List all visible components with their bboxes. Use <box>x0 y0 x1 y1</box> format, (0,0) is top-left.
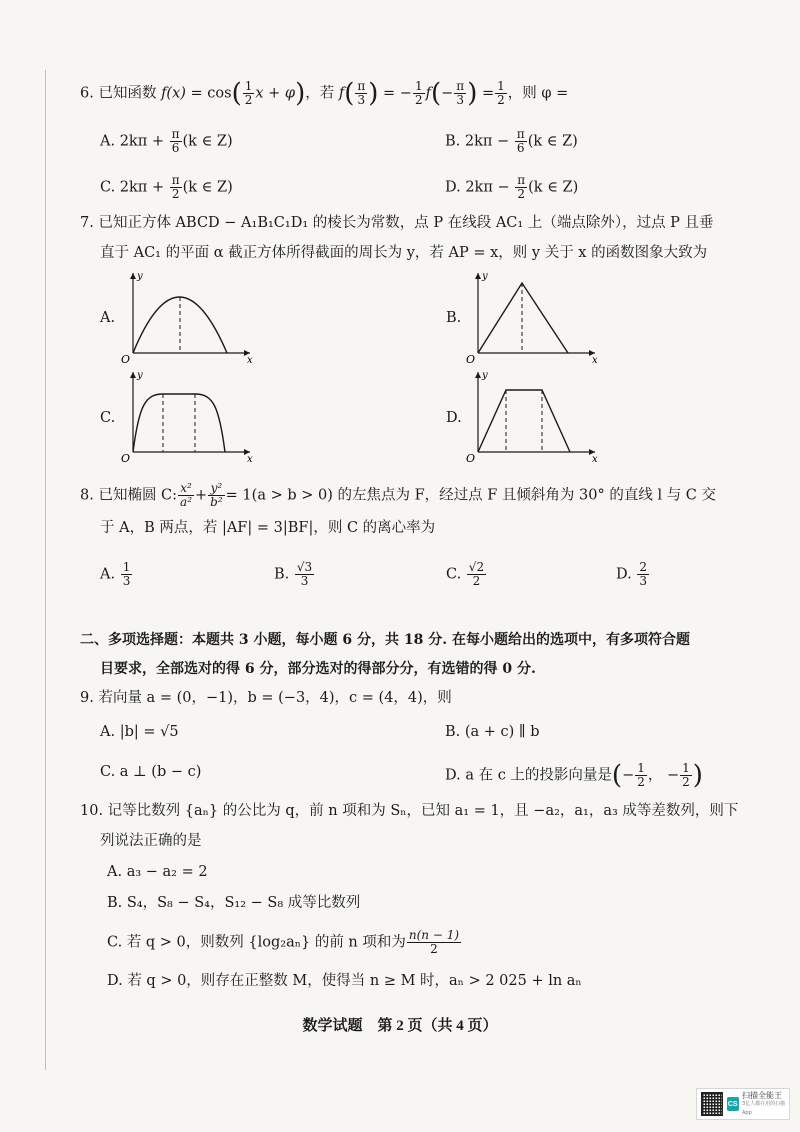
svg-text:x: x <box>592 355 598 366</box>
section-2-heading-line1: 二、多项选择题：本题共 3 小题，每小题 6 分，共 18 分. 在每小题给出的选项中，有多项符合题 <box>80 632 690 648</box>
q7-option-d-label: D. <box>446 410 462 426</box>
q9-option-b: B. (a + c) ∥ b <box>445 724 540 740</box>
question-7-line1: 7. 已知正方体 ABCD − A₁B₁C₁D₁ 的棱长为常数，点 P 在线段 AC₁ 上（端点除外），过点 P 且垂 <box>80 215 714 231</box>
q6-option-d: D. 2kπ − $\frac{\pi}{2}$ (k ∈ Z) <box>445 173 579 201</box>
q7-graph-a <box>115 267 255 367</box>
q7-graph-d <box>460 368 600 464</box>
svg-text:O: O <box>466 452 476 464</box>
camscanner-logo-icon: CS <box>727 1097 739 1111</box>
question-8-line1: 8. 已知椭圆 C: $\frac{\text{x²}}{\text{a²}}$ + $\frac{\text{y²}}{\text{b²}}$ = 1(a > b > 0) 的左焦点为 F，经过点 F 且倾斜角为 30° 的直线 l 与 C 交 <box>80 481 717 509</box>
scanner-watermark <box>696 1088 790 1120</box>
question-10-line1: 10. 记等比数列 {aₙ} 的公比为 q，前 n 项和为 Sₙ，已知 a₁ = 1，且 −a₂，a₁，a₃ 成等差数列，则下 <box>80 803 739 819</box>
q7-option-a-label: A. <box>100 310 116 326</box>
q10-option-c: C. 若 q > 0，则数列 {log₂aₙ} 的前 n 项和为 $\frac{n(n - 1)}{2}$ <box>107 928 460 956</box>
page-footer: 数学试题 第 2 页（共 4 页） <box>302 1018 498 1034</box>
q9-option-a: A. |b| = √5 <box>100 724 179 740</box>
q8-option-d: D. $\frac{2}{3}$ <box>616 560 647 588</box>
q6-option-b: B. 2kπ − $\frac{\pi}{6}$ (k ∈ Z) <box>445 127 578 155</box>
svg-text:y: y <box>137 271 143 282</box>
q10-option-a: A. a₃ − a₂ = 2 <box>107 864 208 880</box>
qr-code-icon <box>701 1092 723 1116</box>
q8-option-b: B. $\frac{√3}{3}$ <box>274 560 313 588</box>
svg-text:O: O <box>121 353 131 366</box>
q9-option-c: C. a ⊥ (b − c) <box>100 764 202 780</box>
svg-text:y: y <box>482 370 488 381</box>
svg-text:O: O <box>121 452 131 464</box>
scanner-badge-text: 扫描全能王 3亿人都在用的扫描App <box>741 1090 786 1116</box>
svg-text:O: O <box>466 353 476 366</box>
question-9-stem: 9. 若向量 a = (0，−1)，b = (−3，4)，c = (4，4)，则 <box>80 690 452 706</box>
question-7-line2: 直于 AC₁ 的平面 α 截正方体所得截面的周长为 y，若 AP = x，则 y 关于 x 的函数图象大致为 <box>100 245 708 261</box>
svg-text:x: x <box>247 454 253 464</box>
svg-text:x: x <box>592 454 598 464</box>
q7-graph-b <box>460 267 600 367</box>
binding-margin-line <box>45 70 46 1070</box>
q7-option-b-label: B. <box>446 310 462 326</box>
question-6-stem: 6. 已知函数 f(x) = cos( $\frac{1}{2}$ x + φ)，若 f( $\frac{\pi}{3}$ ) = − $\frac{1}{2}$ f(− $\frac{\pi}{3}$ ) = $\frac{1}{2}$ ，则 φ = <box>80 78 569 109</box>
q10-option-b: B. S₄，S₈ − S₄，S₁₂ − S₈ 成等比数列 <box>107 895 361 911</box>
q7-graph-c <box>115 368 255 464</box>
q8-option-c: C. $\frac{√2}{2}$ <box>446 560 485 588</box>
q8-option-a: A. $\frac{1}{3}$ <box>100 560 131 588</box>
q6-option-c: C. 2kπ + $\frac{\pi}{2}$ (k ∈ Z) <box>100 173 233 201</box>
q6-option-a: A. 2kπ + $\frac{\pi}{6}$ (k ∈ Z) <box>100 127 233 155</box>
svg-text:y: y <box>137 370 143 381</box>
question-8-line2: 于 A，B 两点，若 |AF| = 3|BF|，则 C 的离心率为 <box>100 520 436 536</box>
svg-text:x: x <box>247 355 253 366</box>
question-10-line2: 列说法正确的是 <box>100 833 202 849</box>
q7-option-c-label: C. <box>100 410 116 426</box>
svg-text:y: y <box>482 271 488 282</box>
q9-option-d: D. a 在 c 上的投影向量是(− $\frac{1}{2}$ ， − $\frac{1}{2}$ ) <box>445 760 703 791</box>
section-2-heading-line2: 目要求，全部选对的得 6 分，部分选对的得部分分，有选错的得 0 分. <box>100 661 536 677</box>
q10-option-d: D. 若 q > 0，则存在正整数 M，使得当 n ≥ M 时，aₙ > 2 025 + ln aₙ <box>107 973 582 989</box>
